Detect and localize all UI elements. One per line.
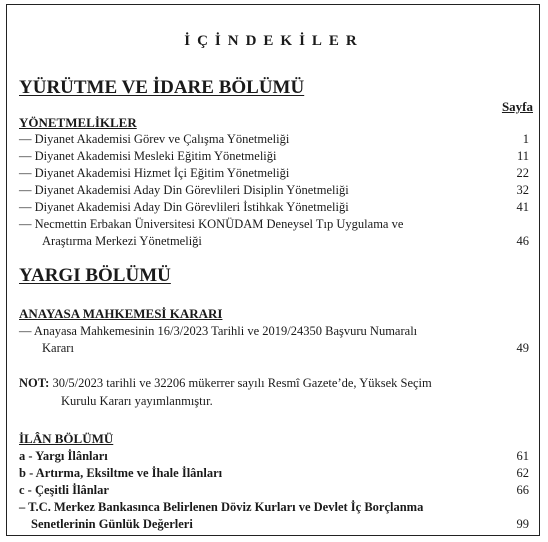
entry-title-continued: Araştırma Merkezi Yönetmeliği (42, 234, 202, 248)
entry-title: c - Çeşitli İlânlar (19, 483, 109, 497)
page-column-label: Sayfa (501, 99, 533, 114)
entry-page: 62 (516, 466, 529, 480)
entry-title: — Diyanet Akademisi Mesleki Eğitim Yönetmeliği (19, 149, 277, 163)
entry-title: — Necmettin Erbakan Üniversitesi KONÜDAM Deneysel Tıp Uygulama ve (19, 217, 404, 231)
toc-entry[interactable] (19, 216, 529, 250)
entry-page: 61 (516, 449, 529, 463)
toc-entry[interactable] (19, 499, 529, 533)
note-text-line1: 30/5/2023 tarihli ve 32206 mükerrer sayılı Resmî Gazete’de, Yüksek Seçim (52, 376, 432, 390)
toc-entry[interactable] (19, 323, 529, 357)
entry-page: 1 (522, 132, 529, 146)
section-heading-yurutme: YÜRÜTME VE İDARE BÖLÜMÜ (19, 77, 305, 98)
note-text-line2: Kurulu Kararı yayımlanmıştır. (61, 394, 213, 408)
entry-title-continued: Kararı (42, 341, 74, 355)
entry-title: a - Yargı İlânları (19, 449, 108, 463)
entry-title: b - Artırma, Eksiltme ve İhale İlânları (19, 466, 223, 480)
entry-page: 49 (516, 341, 529, 355)
sub-heading-anayasa: ANAYASA MAHKEMESİ KARARI (19, 306, 223, 321)
section-heading-ilan: İLÂN BÖLÜMÜ (19, 431, 114, 446)
entry-page: 11 (516, 149, 529, 163)
entry-page: 99 (516, 517, 529, 531)
toc-frame (6, 4, 540, 536)
entry-title-continued: Senetlerinin Günlük Değerleri (31, 517, 193, 531)
sub-heading-yonetmelikler: YÖNETMELİKLER (19, 115, 137, 130)
entry-title: — Diyanet Akademisi Hizmet İçi Eğitim Yönetmeliği (19, 166, 290, 180)
entry-title: — Diyanet Akademisi Aday Din Görevlileri İstihkak Yönetmeliği (19, 200, 349, 214)
entry-page: 46 (516, 234, 529, 248)
note (19, 375, 432, 392)
entry-title: — Diyanet Akademisi Görev ve Çalışma Yönetmeliği (19, 132, 290, 146)
entry-title: – T.C. Merkez Bankasınca Belirlenen Döviz Kurları ve Devlet İç Borçlanma (19, 500, 424, 514)
entry-page: 32 (516, 183, 529, 197)
note-label: NOT: (19, 376, 50, 390)
entry-title: — Diyanet Akademisi Aday Din Görevlileri Disiplin Yönetmeliği (19, 183, 349, 197)
entry-title: — Anayasa Mahkemesinin 16/3/2023 Tarihli ve 2019/24350 Başvuru Numaralı (19, 324, 418, 338)
entry-page: 41 (516, 200, 529, 214)
toc-title: İÇİNDEKİLER (184, 33, 364, 49)
section-heading-yargi: YARGI BÖLÜMÜ (19, 265, 171, 286)
entry-page: 22 (516, 166, 529, 180)
entry-page: 66 (516, 483, 529, 497)
